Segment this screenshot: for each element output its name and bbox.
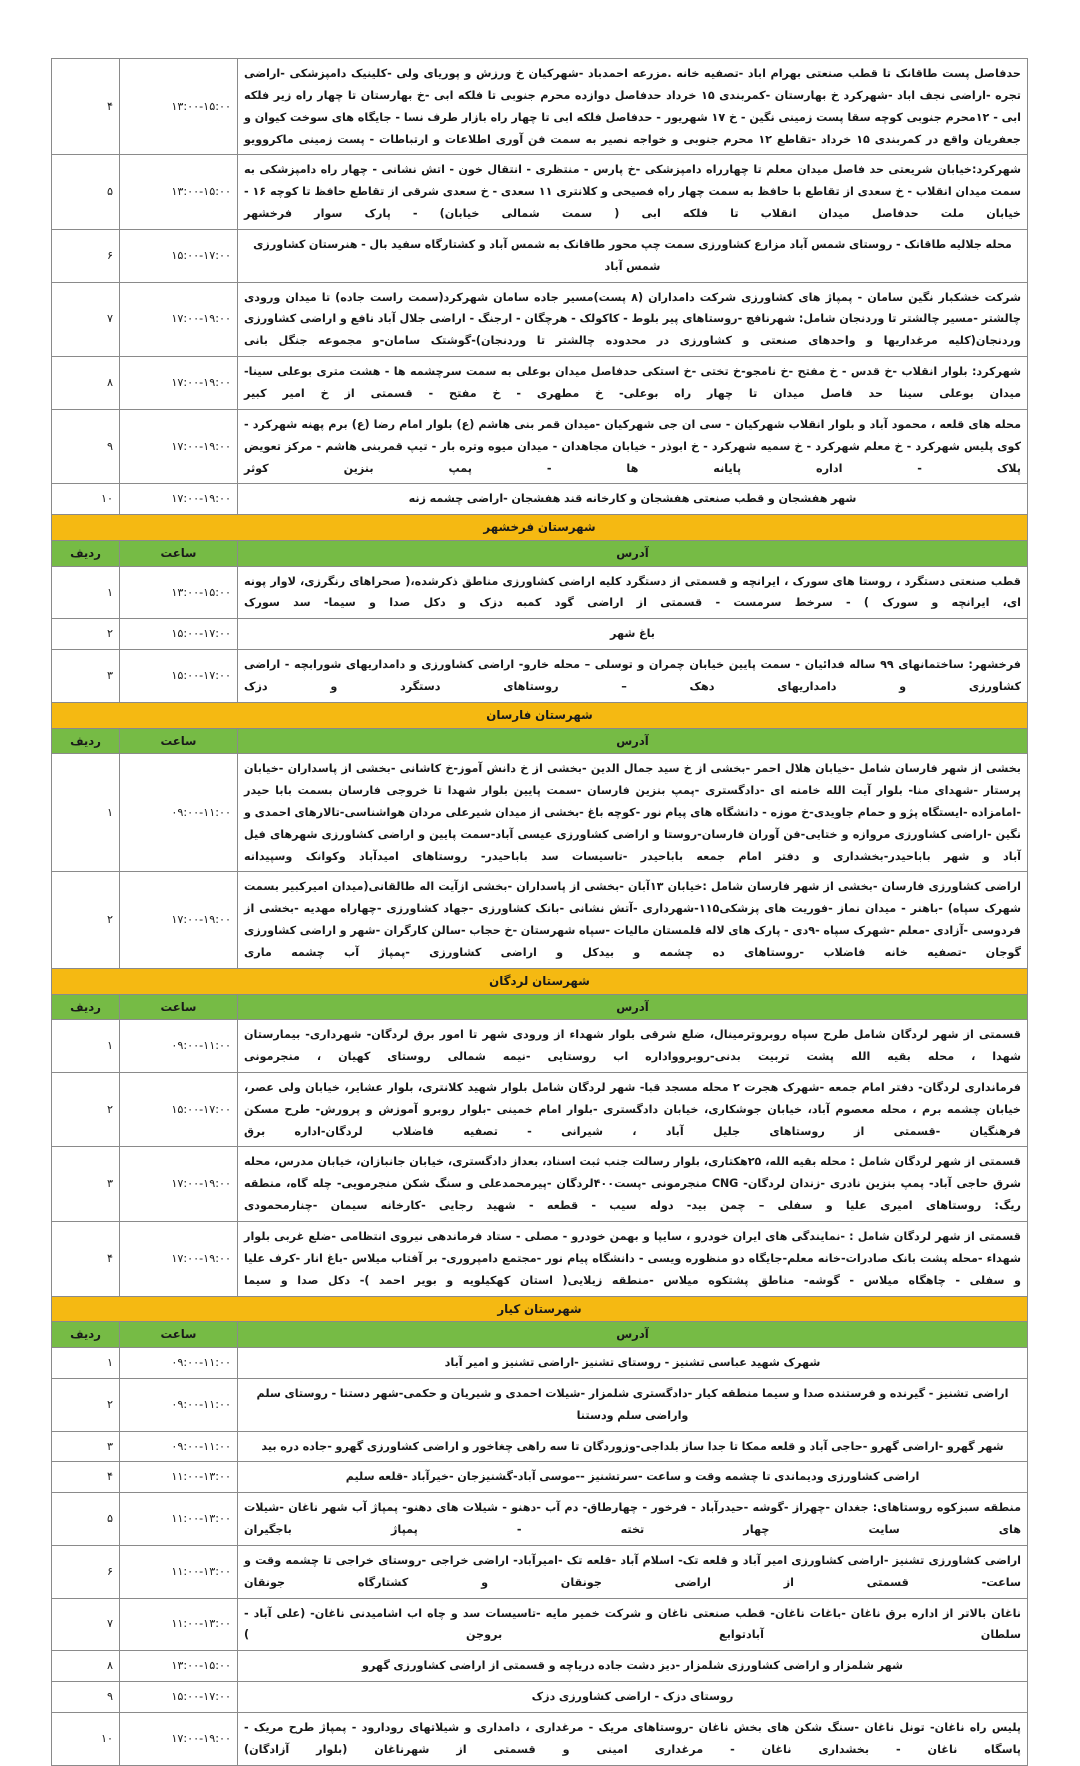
county-title: شهرستان فرخشهر (52, 515, 1028, 541)
column-header-row (52, 994, 1028, 1020)
time-cell: ۱۳:۰۰-۱۵:۰۰ (120, 59, 238, 155)
time-cell: ۱۷:۰۰-۱۹:۰۰ (120, 1222, 238, 1297)
time-cell: ۰۹:۰۰-۱۱:۰۰ (120, 1378, 238, 1431)
time-cell: ۱۷:۰۰-۱۹:۰۰ (120, 1712, 238, 1765)
address-cell: باغ شهر (238, 619, 1028, 650)
address-cell: منطقه سبزکوه روستاهای: جغدان -چهراز -گوشه -حیدرآباد - فرخور - چهارطاق- دم آب -دهنو - شیلات های دهنو- پمپاژ آب شهر ناغان -شیلات های سایت چهار تخته - پمپاژ باجگیران (238, 1493, 1028, 1546)
address-cell: ناغان بالاتر از اداره برق ناغان -باغات ناغان- قطب صنعتی ناغان و شرکت خمیر مایه -تاسیسات سد و چاه اب اشامیدنی ناغان- (علی آباد - سلطان آبادتوابع بروجن ) (238, 1598, 1028, 1651)
address-cell: اراضی کشاورزی تشنیز -اراضی کشاورزی امیر آباد و قلعه تک- اسلام آباد -قلعه تک -امیرآباد- اراضی خراجی -روستای خراجی تا چشمه وقت و ساعت- قسمتی از اراضی جونقان و کشتارگاه جونقان (238, 1545, 1028, 1598)
column-header-rownum: ردیف (52, 728, 120, 754)
row-number-cell: ۱ (52, 754, 120, 872)
address-cell: شهر شلمزار و اراضی کشاورزی شلمزار -دیز دشت جاده دریاچه و قسمتی از اراضی کشاورزی گهرو (238, 1651, 1028, 1682)
time-cell: ۱۳:۰۰-۱۵:۰۰ (120, 566, 238, 619)
column-header-time: ساعت (120, 994, 238, 1020)
county-band-row (52, 515, 1028, 541)
time-cell: ۱۷:۰۰-۱۹:۰۰ (120, 484, 238, 515)
table-row (52, 872, 1028, 968)
row-number-cell: ۸ (52, 357, 120, 410)
row-number-cell: ۳ (52, 1431, 120, 1462)
address-cell: اراضی کشاورزی ودیماندی تا چشمه وقت و ساعت -سرتشنیز --موسی آباد-گشنیزجان -خیرآباد -قلعه سلیم (238, 1462, 1028, 1493)
column-header-row (52, 728, 1028, 754)
row-number-cell: ۷ (52, 282, 120, 357)
county-title: شهرستان فارسان (52, 702, 1028, 728)
address-cell: محله جلالیه طاقانک - روستای شمس آباد مزارع کشاورزی سمت چپ محور طاقانک به شمس آباد و کشتارگاه سفید بال - هنرستان کشاورزی شمس آباد (238, 229, 1028, 282)
address-cell: شهرک شهید عباسی تشنیز - روستای تشنیز -اراضی تشنیز و امیر آباد (238, 1347, 1028, 1378)
table-body (52, 59, 1028, 1766)
table-row (52, 282, 1028, 357)
row-number-cell: ۴ (52, 59, 120, 155)
column-header-address: آدرس (238, 1322, 1028, 1348)
table-row (52, 357, 1028, 410)
time-cell: ۱۵:۰۰-۱۷:۰۰ (120, 1682, 238, 1713)
row-number-cell: ۸ (52, 1651, 120, 1682)
address-cell: قسمتی از شهر لردگان شامل : محله بقیه الله، ۲۵هکتاری، بلوار رسالت جنب ثبت اسناد، بعداز دادگستری، خیابان جانبازان، خیابان مدرس، محله شرق حاجی آباد- پمپ بنزین نادری -زندان لردگان- CNG منجرمونی -پست۴۰۰لردگان -پیرمحمدعلی و سنگ شکن منجرمویی- چله گاه، منطقه ریگ: روستاهای امیری علیا و سفلی – چمن بید- دوله سیب - قطعه - شهید رجایی -کارخانه سیمان -چنارمحمودی (238, 1147, 1028, 1222)
table-row (52, 1147, 1028, 1222)
time-cell: ۱۷:۰۰-۱۹:۰۰ (120, 872, 238, 968)
time-cell: ۱۱:۰۰-۱۳:۰۰ (120, 1598, 238, 1651)
time-cell: ۱۷:۰۰-۱۹:۰۰ (120, 357, 238, 410)
address-cell: شهرکرد:خیابان شریعتی حد فاصل میدان معلم تا چهارراه دامپزشکی -خ پارس - منتظری - انتقال خون - اتش نشانی - چهار راه دامپزشکی به سمت میدان انقلاب - خ سعدی از تقاطع با حافظ به سمت چهار راه فصیحی و کلانتری ۱۱ سعدی - خ سعدی شرقی از تقاطع حافظ تا کوچه ۱۶ - خیابان ملت حدفاصل میدان انقلاب تا فلکه ابی ( سمت شمالی خیابان) - پارک سوار فرخشهر (238, 155, 1028, 230)
row-number-cell: ۲ (52, 872, 120, 968)
address-cell: محله های قلعه ، محمود آباد و بلوار انقلاب شهرکیان - سی ان جی شهرکیان -میدان قمر بنی هاشم (ع) بلوار امام رضا (ع) برم پهنه شهرکرد - کوی پلیس شهرکرد - خ معلم شهرکرد - خ سمیه شهرکرد - خ ابوذر - خیابان مجاهدان - میدان میوه وتره بار - تیپ قمربنی هاشم - مرکز تعویض پلاک - اداره پایانه ها - پمپ بنزین کوثر (238, 409, 1028, 484)
time-cell: ۱۳:۰۰-۱۵:۰۰ (120, 1651, 238, 1682)
time-cell: ۱۱:۰۰-۱۳:۰۰ (120, 1493, 238, 1546)
table-row (52, 155, 1028, 230)
time-cell: ۱۱:۰۰-۱۳:۰۰ (120, 1462, 238, 1493)
row-number-cell: ۱ (52, 566, 120, 619)
time-cell: ۱۷:۰۰-۱۹:۰۰ (120, 282, 238, 357)
address-cell: اراضی کشاورزی فارسان -بخشی از شهر فارسان شامل :خیابان ۱۳آبان -بخشی از پاسداران -بخشی ازآیت اله طالقانی(میدان امیرکبیر بسمت شهرک سپاه) -باهنر - میدان نماز -فوریت های پزشکی۱۱۵-شهرداری -آتش نشانی -بانک کشاورزی -جهاد کشاورزی -چهاراه مهدیه -بخشی از فردوسی -آزادی -معلم -شهرک سپاه -۹دی - پارک های لاله قلمستان مالیات -سپاه شهرستان -خ حجاب -سالن کارگران -شهر و اراضی کشاورزی گوجان -تصفیه خانه فاضلاب -روستاهای ده چشمه و بیدکل و اراضی کشاورزی -پمپاژ آب چشمه ماری (238, 872, 1028, 968)
address-cell: اراضی تشنیز - گیرنده و فرستنده صدا و سیما منطقه کیار -دادگستری شلمزار -شیلات احمدی و شیریان و حکمی-شهر دستنا - روستای سلم واراضی سلم ودستنا (238, 1378, 1028, 1431)
table-row (52, 650, 1028, 703)
address-cell: بخشی از شهر فارسان شامل -خیابان هلال احمر -بخشی از خ سید جمال الدین -بخشی از خ دانش آموز-خ کاشانی -بخشی از پاسداران -خیابان پرستار -شهدای منا- بلوار آیت الله خامنه ای -دادگستری -پمپ بنزین فارسان -سمت پایین بلوار شهدا تا خروجی فارسان بسمت بابا حیدر -امامزاده -ایستگاه پژو و حمام جاویدی-خ موزه - دانشگاه های پیام نور -کوچه باغ -بخشی از میدان شیرعلی مردان هواشناسی-تالارهای احمدی و نگین -اراضی کشاورزی مروازه و ختایی-فن آوران فارسان-روستا و اراضی کشاورزی عیسی آباد-سمت پایین و اراضی کشاورزی شهرهای فیل آباد و شهر باباحیدر-بخشداری و دفتر امام جمعه باباحیدر -تاسیسات سد باباحیدر- روستاهای امیدآباد وکوانک وسپیدانه (238, 754, 1028, 872)
table-row (52, 1545, 1028, 1598)
time-cell: ۱۵:۰۰-۱۷:۰۰ (120, 650, 238, 703)
address-cell: قطب صنعتی دستگرد ، روستا های سورک ، ایرانچه و قسمتی از دستگرد کلیه اراضی کشاورزی مناطق ذکرشده،( صحراهای رنگرزی، لاوار پونه ای، ایرانچه و سورک ) - سرخط سرمست - قسمتی از اراضی گود کمبه دزک و دکل صدا و سیما- سد سورک (238, 566, 1028, 619)
address-cell: پلیس راه ناغان- تونل ناغان -سنگ شکن های بخش ناغان -روستاهای مریک - مرغداری ، دامداری و شیلاتهای رودارود - پمپاژ طرح مریک - پاسگاه ناغان - بخشداری ناغان - مرغداری امینی و قسمتی از شهرناغان (بلوار آزادگان) (238, 1712, 1028, 1765)
outage-schedule-table (51, 58, 1028, 1766)
address-cell: قسمتی از شهر لردگان شامل : -نمایندگی های ایران خودرو ، سایپا و بهمن خودرو - مصلی - ستاد فرماندهی نیروی انتظامی -ضلع غربی بلوار شهداء -محله پشت بانک صادرات-خانه معلم-جایگاه دو منظوره ویسی - دانشگاه پیام نور -مجتمع دامپروری- بر آفتاب میلاس -باغ انار -کرف علیا و سفلی - چاهگاه میلاس - گوشه- مناطق پشتکوه میلاس -منطقه زیلایی( استان کهکیلویه و بویر احمد )- دکل صدا و سیما (238, 1222, 1028, 1297)
table-row (52, 1462, 1028, 1493)
time-cell: ۱۱:۰۰-۱۳:۰۰ (120, 1545, 238, 1598)
time-cell: ۱۵:۰۰-۱۷:۰۰ (120, 229, 238, 282)
table-row (52, 1378, 1028, 1431)
time-cell: ۰۹:۰۰-۱۱:۰۰ (120, 1347, 238, 1378)
row-number-cell: ۴ (52, 1462, 120, 1493)
row-number-cell: ۱ (52, 1347, 120, 1378)
column-header-address: آدرس (238, 541, 1028, 567)
column-header-rownum: ردیف (52, 1322, 120, 1348)
table-row (52, 484, 1028, 515)
table-row (52, 59, 1028, 155)
column-header-rownum: ردیف (52, 541, 120, 567)
table-row (52, 1493, 1028, 1546)
table-row (52, 1431, 1028, 1462)
time-cell: ۱۷:۰۰-۱۹:۰۰ (120, 409, 238, 484)
time-cell: ۱۳:۰۰-۱۵:۰۰ (120, 155, 238, 230)
column-header-address: آدرس (238, 728, 1028, 754)
county-title: شهرستان لردگان (52, 968, 1028, 994)
row-number-cell: ۶ (52, 229, 120, 282)
row-number-cell: ۷ (52, 1598, 120, 1651)
column-header-row (52, 541, 1028, 567)
address-cell: فرمانداری لردگان- دفتر امام جمعه -شهرک هجرت ۲ محله مسجد قبا- شهر لردگان شامل بلوار شهید کلانتری، بلوار عشایر، خیابان ولی عصر، خیابان چشمه برم ، محله معصوم آباد، خیابان جوشکاری، خیابان دادگستری -بلوار امام خمینی -بلوار روبرو آموزش و پرورش- طرح مسکن فرهنگیان -قسمتی از روستاهای جلیل آباد ، شیرانی - تصفیه فاضلاب لردگان-اداره برق (238, 1072, 1028, 1147)
table-row (52, 1712, 1028, 1765)
table-row (52, 1072, 1028, 1147)
column-header-address: آدرس (238, 994, 1028, 1020)
county-band-row (52, 1296, 1028, 1322)
time-cell: ۰۹:۰۰-۱۱:۰۰ (120, 1431, 238, 1462)
column-header-rownum: ردیف (52, 994, 120, 1020)
time-cell: ۰۹:۰۰-۱۱:۰۰ (120, 754, 238, 872)
row-number-cell: ۲ (52, 1378, 120, 1431)
table-row (52, 1651, 1028, 1682)
table-row (52, 409, 1028, 484)
row-number-cell: ۹ (52, 409, 120, 484)
row-number-cell: ۱ (52, 1020, 120, 1073)
table-row (52, 1598, 1028, 1651)
address-cell: حدفاصل پست طاقانک تا قطب صنعتی بهرام اباد -تصفیه خانه .مزرعه احمدباد -شهرکیان خ ورزش و پوریای ولی -کلینیک دامپزشکی -اراضی تجره -اراضی نجف اباد -شهرکرد خ بهارستان -کمربندی ۱۵ خرداد حدفاصل دوازده محرم جنوبی تا فلکه ابی -خ بهارستان تا چهار راه زیر فلکه ابی - ۱۲محرم جنوبی کوچه سقا پست زمینی نگین - خ ۱۷ شهریور - حدفاصل فلکه ابی تا چهار راه بازار طرف نسا - جایگاه های سوخت کیوان و جعفریان واقع در کمربندی ۱۵ خرداد -تقاطع ۱۲ محرم جنوبی و خواجه نصیر به سمت فن آوری اطلاعات و ارتباطات - پست زمینی ماکروویو (238, 59, 1028, 155)
address-cell: روستای دزک - اراضی کشاورزی دزک (238, 1682, 1028, 1713)
row-number-cell: ۵ (52, 155, 120, 230)
time-cell: ۱۵:۰۰-۱۷:۰۰ (120, 1072, 238, 1147)
table-row (52, 229, 1028, 282)
table-row (52, 1347, 1028, 1378)
row-number-cell: ۳ (52, 1147, 120, 1222)
table-row (52, 619, 1028, 650)
county-title: شهرستان کیار (52, 1296, 1028, 1322)
table-row (52, 754, 1028, 872)
address-cell: شهر هفشجان و قطب صنعتی هفشجان و کارخانه قند هفشجان -اراضی چشمه زنه (238, 484, 1028, 515)
table-row (52, 1020, 1028, 1073)
table-row (52, 1682, 1028, 1713)
address-cell: شهرکرد: بلوار انقلاب -خ قدس - خ مفتح -خ نامجو-خ تختی -خ استکی حدفاصل میدان بوعلی به سمت سرچشمه ها - هشت متری بوعلی سینا- میدان بوعلی سینا حد فاصل میدان تا چهار راه بوعلی- خ مطهری - خ مفتح - قسمتی از خ امیر کبیر (238, 357, 1028, 410)
row-number-cell: ۲ (52, 1072, 120, 1147)
row-number-cell: ۶ (52, 1545, 120, 1598)
address-cell: فرخشهر: ساختمانهای ۹۹ ساله فدائیان - سمت پایین خیابان چمران و توسلی – محله خارو- اراضی کشاورزی و دامداریهای شورابچه - اراضی کشاورزی و دامداریهای دهک – روستاهای دستگرد و دزک (238, 650, 1028, 703)
time-cell: ۱۵:۰۰-۱۷:۰۰ (120, 619, 238, 650)
row-number-cell: ۱۰ (52, 1712, 120, 1765)
row-number-cell: ۵ (52, 1493, 120, 1546)
address-cell: قسمتی از شهر لردگان شامل طرح سپاه روبروترمینال، ضلع شرقی بلوار شهداء از ورودی شهر تا امور برق لردگان- شهرداری- بیمارستان شهدا ، محله بقیه الله پشت تربیت بدنی-روبروواداره اب روستایی -نیمه شمالی روستای کهیان ، منجرمونی (238, 1020, 1028, 1073)
table-row (52, 566, 1028, 619)
column-header-time: ساعت (120, 541, 238, 567)
time-cell: ۰۹:۰۰-۱۱:۰۰ (120, 1020, 238, 1073)
county-band-row (52, 702, 1028, 728)
column-header-time: ساعت (120, 1322, 238, 1348)
address-cell: شرکت خشکبار نگین سامان - پمپاژ های کشاورزی شرکت دامداران (۸ پست)مسیر جاده سامان شهرکرد(سمت راست جاده) تا میدان ورودی چالشتر -مسیر چالشتر تا وردنجان شامل: شهرنافچ -روستاهای پیر بلوط - کاکولک - هرچگان - ارجنگ - اراضی جلال آباد نافع و اراضی کشاورزی وردنجان(کلیه مرغداریها و واحدهای صنعتی و کشاورزی در محدوده چالشتر تا وردنجان)-گوشتک سامان-و مجموعه جنگل بانی (238, 282, 1028, 357)
table-row (52, 1222, 1028, 1297)
column-header-row (52, 1322, 1028, 1348)
time-cell: ۱۷:۰۰-۱۹:۰۰ (120, 1147, 238, 1222)
row-number-cell: ۴ (52, 1222, 120, 1297)
county-band-row (52, 968, 1028, 994)
row-number-cell: ۲ (52, 619, 120, 650)
row-number-cell: ۱۰ (52, 484, 120, 515)
column-header-time: ساعت (120, 728, 238, 754)
address-cell: شهر گهرو -اراضی گهرو -حاجی آباد و قلعه ممکا تا جدا ساز بلداجی-وزوردگان تا سه راهی چغاخور و اراضی کشاورزی گهرو -جاده دره بید (238, 1431, 1028, 1462)
row-number-cell: ۹ (52, 1682, 120, 1713)
row-number-cell: ۳ (52, 650, 120, 703)
